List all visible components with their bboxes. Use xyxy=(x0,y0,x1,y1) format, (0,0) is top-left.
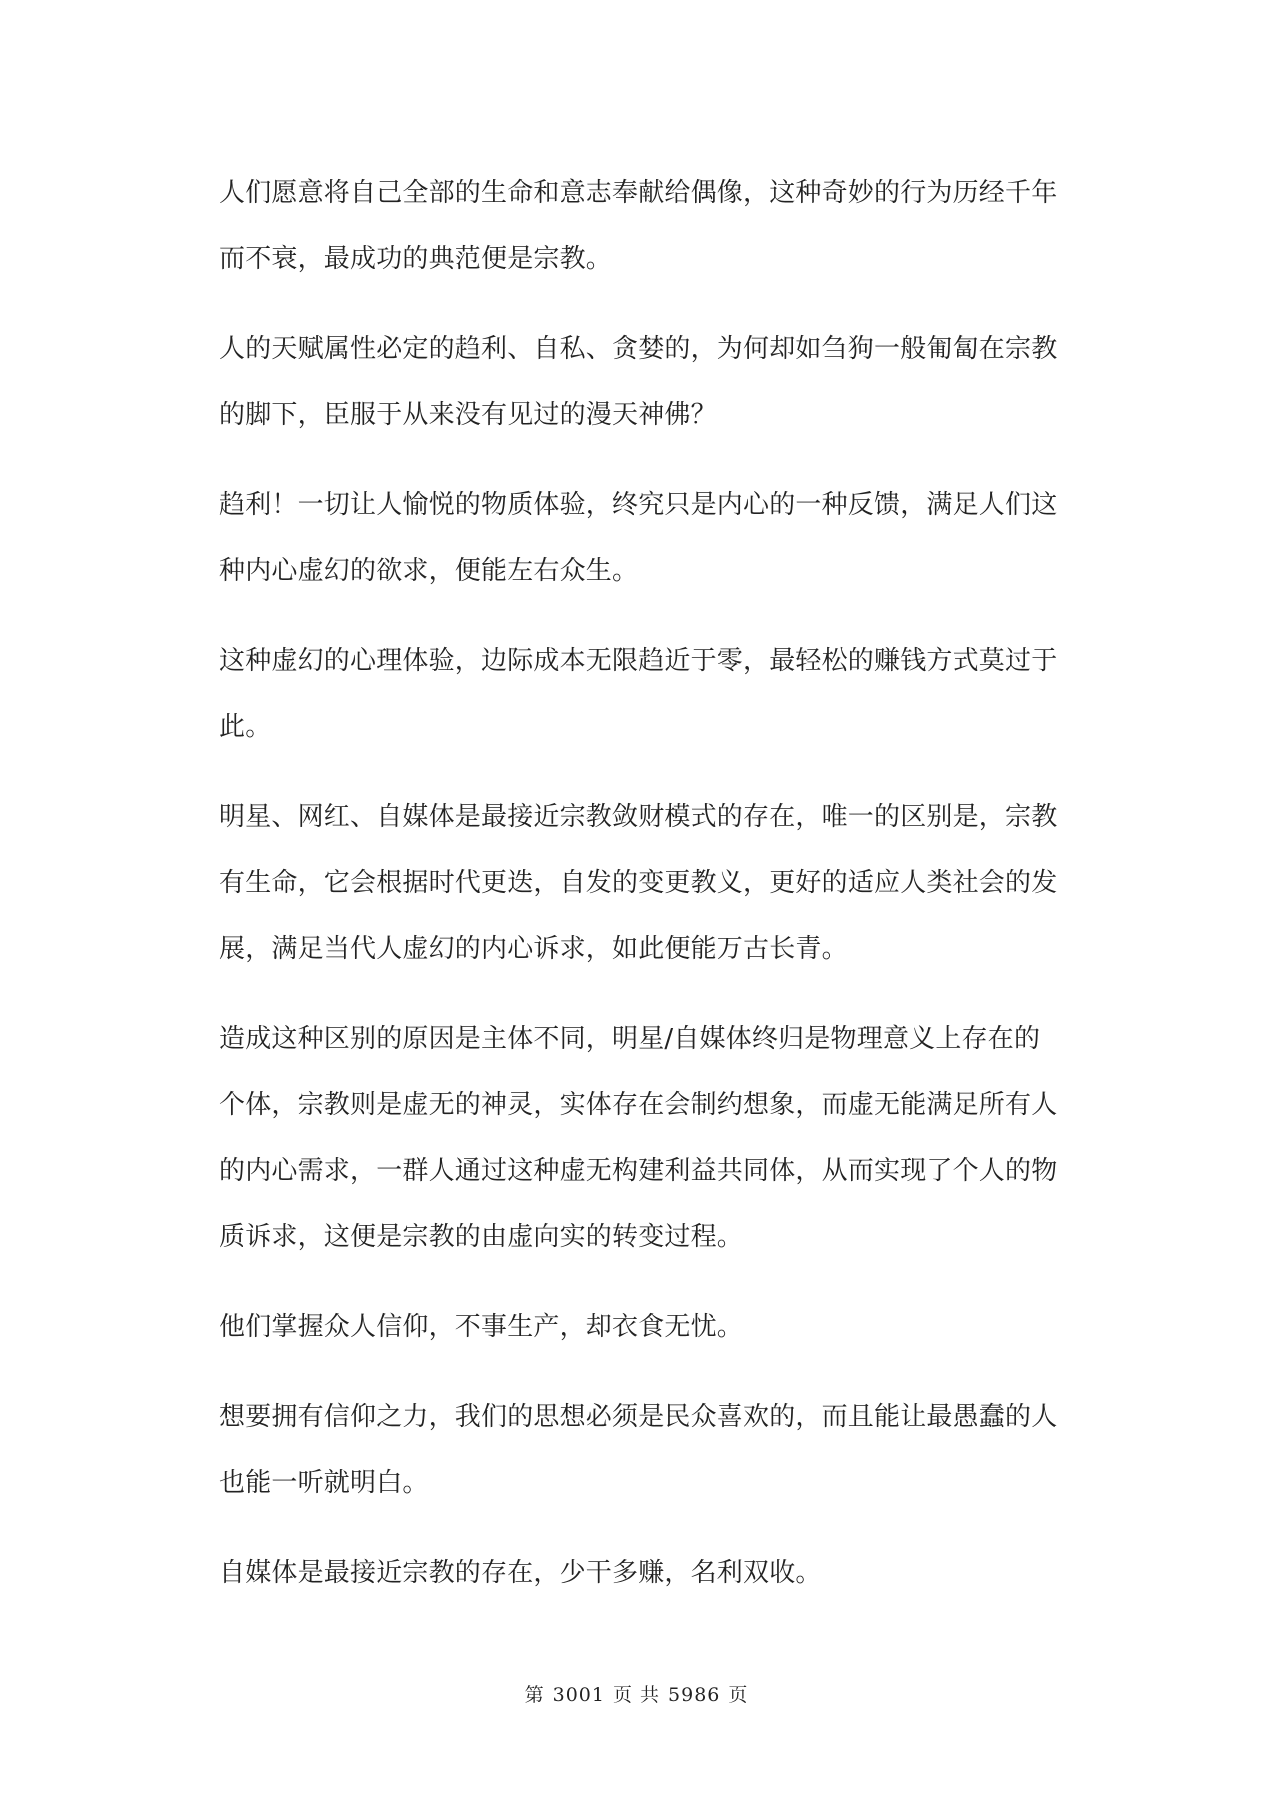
footer-suffix: 页 xyxy=(728,1684,749,1706)
text-line: 而不衰，最成功的典范便是宗教。 xyxy=(219,244,613,274)
text-line: 种内心虚幻的欲求，便能左右众生。 xyxy=(219,556,639,586)
text-line: 的脚下，臣服于从来没有见过的漫天神佛？ xyxy=(219,400,717,430)
text-line: 展，满足当代人虚幻的内心诉求，如此便能万古长青。 xyxy=(219,934,848,964)
text-line: 的内心需求，一群人通过这种虚无构建利益共同体，从而实现了个人的物 xyxy=(219,1156,1058,1186)
footer-middle: 页 共 xyxy=(612,1684,661,1706)
text-line: 趋利！一切让人愉悦的物质体验，终究只是内心的一种反馈，满足人们这 xyxy=(219,490,1058,520)
text-line: 这种虚幻的心理体验，边际成本无限趋近于零，最轻松的赚钱方式莫过于 xyxy=(219,646,1058,676)
paragraph xyxy=(219,628,1069,760)
paragraph xyxy=(219,1384,1069,1516)
page-number-footer xyxy=(0,1680,1273,1707)
paragraph xyxy=(219,472,1069,604)
text-line: 自媒体是最接近宗教的存在，少干多赚，名利双收。 xyxy=(219,1558,822,1588)
paragraph xyxy=(219,784,1069,982)
paragraph xyxy=(219,316,1069,448)
text-line: 也能一听就明白。 xyxy=(219,1468,429,1498)
text-line: 明星、网红、自媒体是最接近宗教敛财模式的存在，唯一的区别是，宗教 xyxy=(219,802,1058,832)
paragraph xyxy=(219,1294,1069,1360)
total-page-count: 5986 xyxy=(668,1684,721,1706)
text-line: 人们愿意将自己全部的生命和意志奉献给偶像，这种奇妙的行为历经千年 xyxy=(219,178,1058,208)
text-line: 人的天赋属性必定的趋利、自私、贪婪的，为何却如刍狗一般匍匐在宗教 xyxy=(219,334,1058,364)
text-line: 此。 xyxy=(219,712,272,742)
text-line: 有生命，它会根据时代更迭，自发的变更教义，更好的适应人类社会的发 xyxy=(219,868,1058,898)
paragraph xyxy=(219,160,1069,292)
current-page-number: 3001 xyxy=(552,1684,605,1706)
text-line: 想要拥有信仰之力，我们的思想必须是民众喜欢的，而且能让最愚蠢的人 xyxy=(219,1402,1058,1432)
paragraph xyxy=(219,1540,1069,1606)
text-line: 质诉求，这便是宗教的由虚向实的转变过程。 xyxy=(219,1222,744,1252)
text-line: 他们掌握众人信仰，不事生产，却衣食无忧。 xyxy=(219,1312,744,1342)
text-line: 个体，宗教则是虚无的神灵，实体存在会制约想象，而虚无能满足所有人 xyxy=(219,1090,1058,1120)
footer-prefix: 第 xyxy=(524,1684,545,1706)
text-line: 造成这种区别的原因是主体不同，明星/自媒体终归是物理意义上存在的 xyxy=(219,1024,1041,1054)
document-body xyxy=(219,160,1069,1630)
paragraph xyxy=(219,1006,1069,1270)
